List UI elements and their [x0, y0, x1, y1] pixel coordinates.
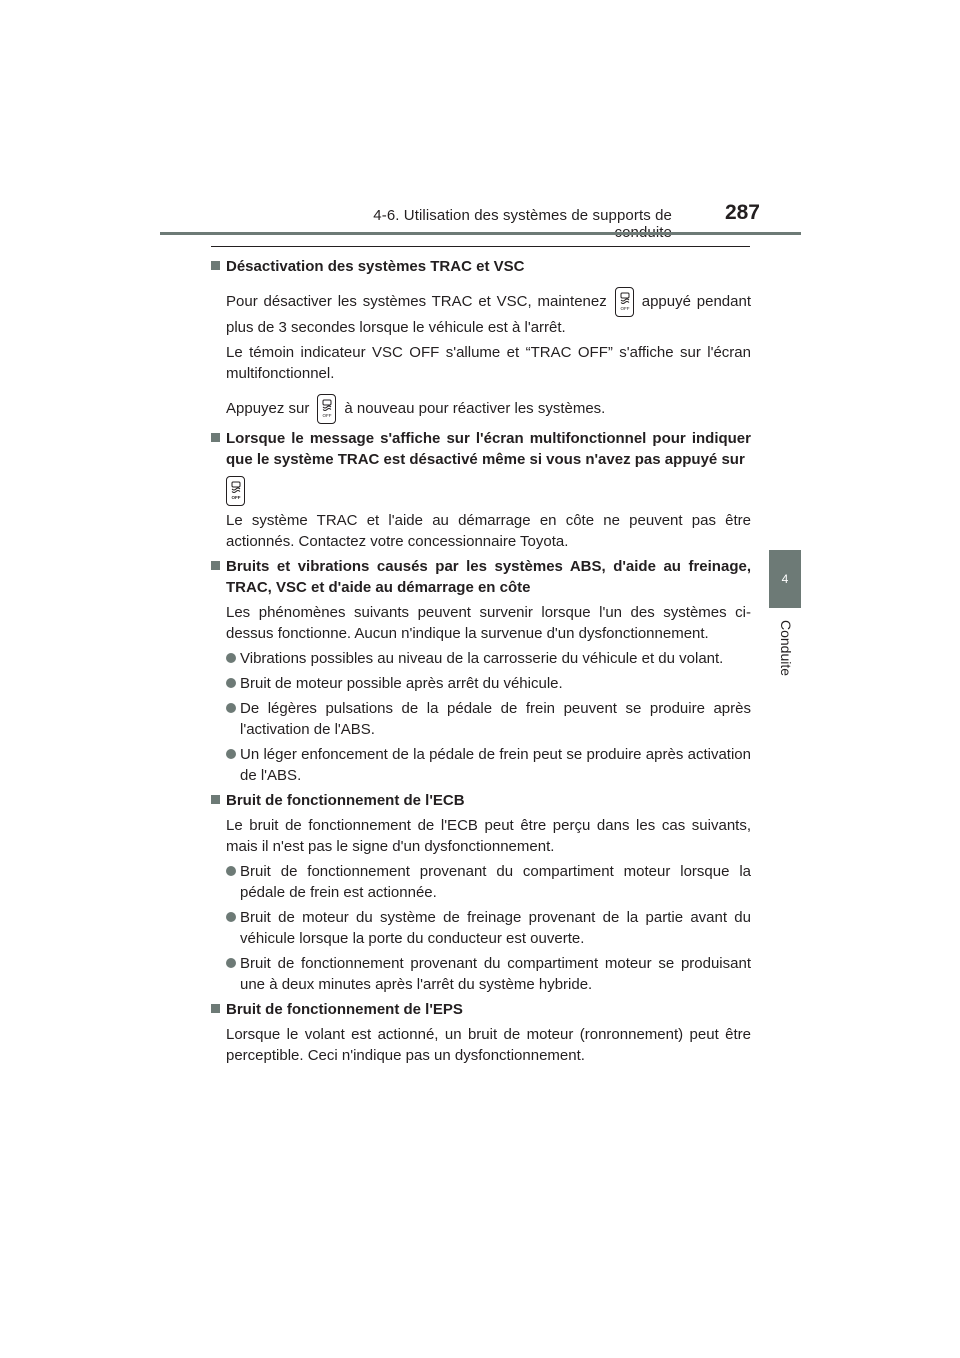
section-heading-ecb-noise: Bruit de fonctionnement de l'ECB	[211, 790, 751, 811]
content-top-rule	[211, 246, 750, 247]
chapter-tab	[769, 550, 801, 608]
list-item: Vibrations possibles au niveau de la carrosserie du véhicule et du volant.	[211, 648, 751, 669]
square-bullet-icon	[211, 795, 220, 804]
paragraph: Le bruit de fonctionnement de l'ECB peut être perçu dans les cas suivants, mais il n'est pas le signe d'un dysfonctionnement.	[226, 817, 751, 855]
square-bullet-icon	[211, 561, 220, 570]
paragraph: Le système TRAC et l'aide au démarrage en côte ne peuvent pas être actionnés. Contactez votre concessionnaire Toyota.	[226, 512, 751, 550]
section-heading-eps-noise: Bruit de fonctionnement de l'EPS	[211, 999, 751, 1020]
paragraph: Lorsque le volant est actionné, un bruit de moteur (ronronnement) peut être perceptible. Ceci n'indique pas un dysfonctionnement.	[226, 1026, 751, 1064]
section-heading-trac-message: Lorsque le message s'affiche sur l'écran multifonctionnel pour indiquer que le système TRAC est désactivé même si vous n'avez pas appuyé sur OFF	[211, 428, 751, 506]
header-rule	[160, 232, 801, 235]
bullet-dot-icon	[226, 703, 236, 713]
bullet-dot-icon	[226, 958, 236, 968]
square-bullet-icon	[211, 433, 220, 442]
chapter-number: 4	[781, 572, 789, 586]
bullet-dot-icon	[226, 866, 236, 876]
list-item: Bruit de fonctionnement provenant du compartiment moteur lorsque la pédale de frein est actionnée.	[211, 861, 751, 903]
square-bullet-icon	[211, 1004, 220, 1013]
vsc-off-switch-icon	[317, 394, 336, 424]
svg-text:OFF: OFF	[322, 413, 332, 418]
section-title: 4-6. Utilisation des systèmes de supports de	[373, 207, 672, 224]
list-item: Un léger enfoncement de la pédale de frein peut se produire après activation de l'ABS.	[211, 744, 751, 786]
svg-text:OFF: OFF	[231, 495, 241, 500]
bullet-dot-icon	[226, 678, 236, 688]
page-content	[211, 256, 751, 1070]
page-number: 287	[724, 201, 760, 224]
bullet-dot-icon	[226, 653, 236, 663]
list-item: Bruit de moteur possible après arrêt du véhicule.	[211, 673, 751, 694]
vsc-off-switch-icon	[226, 476, 245, 506]
list-item: Bruit de fonctionnement provenant du compartiment moteur se produisant une à deux minutes après l'arrêt du système hybride.	[211, 953, 751, 995]
list-item: De légères pulsations de la pédale de frein peuvent se produire après l'activation de l'ABS.	[211, 698, 751, 740]
paragraph: Les phénomènes suivants peuvent survenir lorsque l'un des systèmes ci-dessus fonctionne. Aucun n'indique la survenue d'un dysfonctionnement.	[226, 604, 751, 642]
svg-text:OFF: OFF	[620, 306, 630, 311]
paragraph: Appuyez sur OFF à nouveau pour réactiver les systèmes.	[211, 394, 751, 424]
square-bullet-icon	[211, 261, 220, 270]
section-heading-noises-vibrations: Bruits et vibrations causés par les systèmes ABS, d'aide au freinage, TRAC, VSC et d'aide au démarrage en côte	[211, 556, 751, 598]
bullet-dot-icon	[226, 749, 236, 759]
vsc-off-switch-icon	[615, 287, 634, 317]
list-item: Bruit de moteur du système de freinage provenant de la partie avant du véhicule lorsque la porte du conducteur est ouverte.	[211, 907, 751, 949]
section-heading-trac-vsc-off: Désactivation des systèmes TRAC et VSC	[211, 256, 751, 277]
paragraph: Pour désactiver les systèmes TRAC et VSC, maintenez OFF appuyé pendant plus de 3 secondes lorsque le véhicule est à l'arrêt.	[211, 287, 751, 338]
chapter-label: Conduite	[778, 620, 794, 677]
paragraph: Le témoin indicateur VSC OFF s'allume et “TRAC OFF” s'affiche sur l'écran multifonctionnel.	[226, 344, 751, 382]
bullet-dot-icon	[226, 912, 236, 922]
